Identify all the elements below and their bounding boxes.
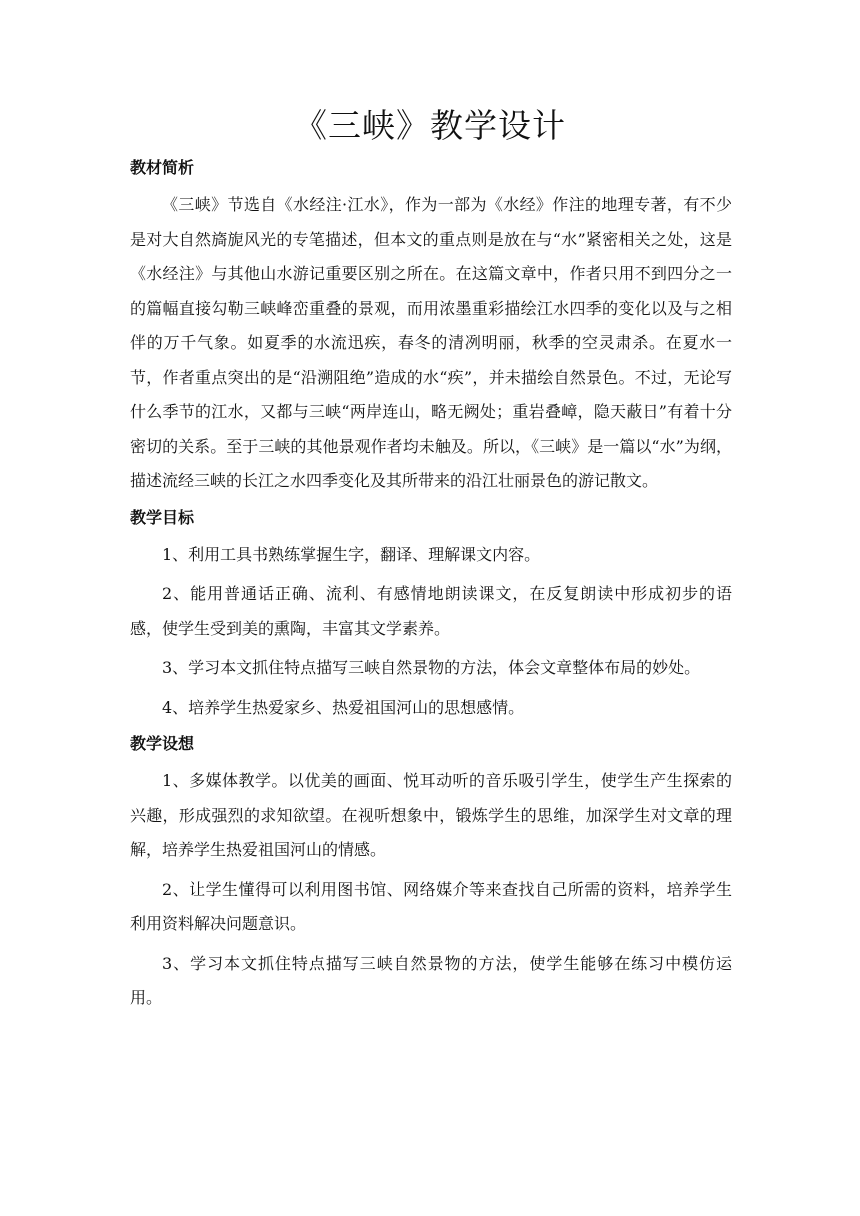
document-body: [130, 150, 732, 1021]
section-teaching-plan: [130, 730, 732, 1016]
paragraph: 3、学习本文抓住特点描写三峡自然景物的方法，体会文章整体布局的妙处。: [162, 658, 701, 677]
paragraph: 《三峡》节选自《水经注·江水》，作为一部为《水经》作注的地理专著，有不少是对大自然旖旎风光的专笔描述，但本文的重点则是放在与“水”紧密相关之处，这是《水经注》与其他山水游记重要区别之所在。在这篇文章中，作者只用不到四分之一的篇幅直接勾勒三峡峰峦重叠的景观，而用浓墨重彩描绘江水四季的变化以及与之相伴的万千气象。如夏季的水流迅疾，春冬的清冽明丽，秋季的空灵肃杀。在夏水一节，作者重点突出的是“沿溯阻绝”造成的水“疾”，并未描绘自然景色。不过，无论写什么季节的江水，又都与三峡“两岸连山，略无阙处；重岩叠嶂，隐天蔽日”有着十分密切的关系。至于三峡的其他景观作者均未触及。所以，《三峡》是一篇以“水”为纲，描述流经三峡的长江之水四季变化及其所带来的沿江壮丽景色的游记散文。: [130, 195, 732, 490]
paragraph: 1、利用工具书熟练掌握生字，翻译、理解课文内容。: [162, 544, 541, 564]
section-textbook-analysis: [130, 154, 732, 499]
document-title: 《三峡》教学设计: [294, 106, 566, 145]
paragraph: 1、多媒体教学。以优美的画面、悦耳动听的音乐吸引学生，使学生产生探索的兴趣，形成强烈的求知欲望。在视听想象中，锻炼学生的思维，加深学生对文章的理解，培养学生热爱祖国河山的情感。: [130, 771, 732, 859]
paragraph: 3、学习本文抓住特点描写三峡自然景物的方法，使学生能够在练习中模仿运用。: [130, 953, 732, 1007]
section-heading: 教学目标: [130, 507, 195, 527]
section-teaching-goals: [130, 504, 732, 726]
paragraph: 2、能用普通话正确、流利、有感情地朗读课文，在反复朗读中形成初步的语感，使学生受到美的熏陶，丰富其文学素养。: [130, 584, 732, 638]
section-heading: 教材简析: [130, 158, 195, 177]
section-heading: 教学设想: [130, 734, 195, 753]
paragraph: 2、让学生懂得可以利用图书馆、网络媒介等来查找自己所需的资料，培养学生利用资料解决问题意识。: [130, 879, 732, 933]
paragraph: 4、培养学生热爱家乡、热爱祖国河山的思想感情。: [162, 697, 525, 717]
